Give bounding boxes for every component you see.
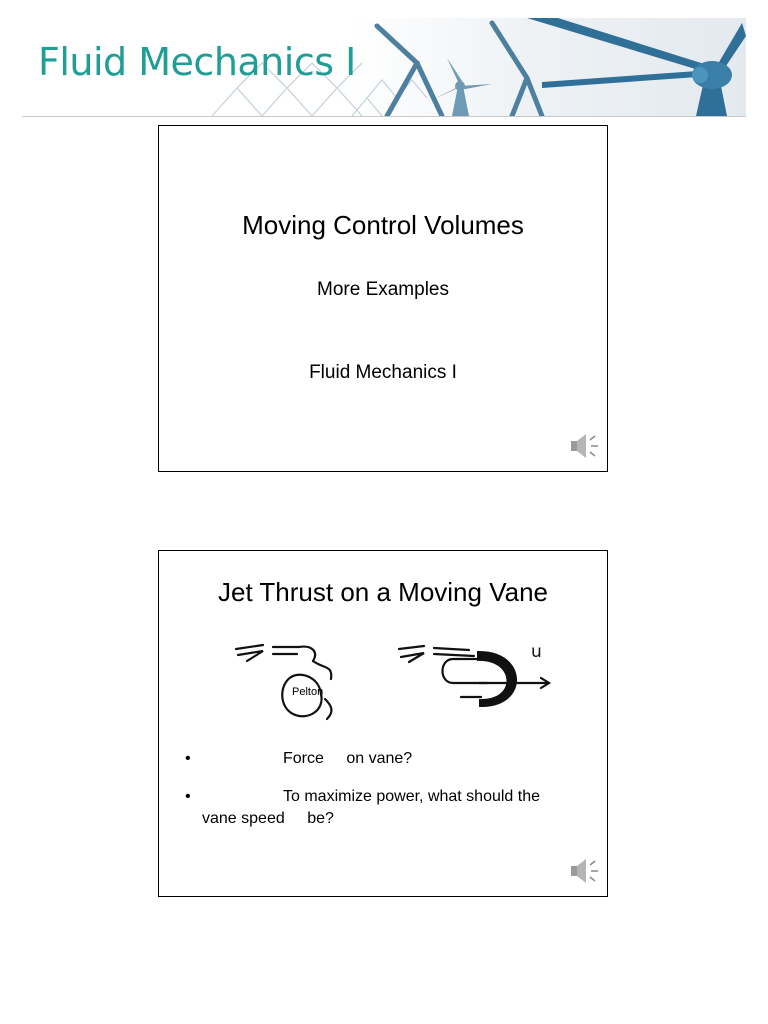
- header-divider: [22, 116, 746, 117]
- slide-subtitle: More Examples: [317, 279, 449, 300]
- pelton-label: Pelton: [292, 686, 324, 698]
- bullet-text: To maximize power, what should the: [283, 788, 541, 805]
- slide-1: [158, 125, 608, 472]
- slide-title: Jet Thrust on a Moving Vane: [217, 577, 548, 607]
- header-banner: [22, 18, 746, 116]
- bullet-text: be?: [307, 810, 334, 827]
- vane-sketch: [229, 639, 569, 729]
- speaker-icon[interactable]: [569, 856, 601, 886]
- vane-speed-label: u: [531, 642, 542, 662]
- bullet-text: vane speed: [202, 810, 285, 827]
- bullet-marker: •: [185, 788, 191, 805]
- slide-course-name: Fluid Mechanics I: [309, 362, 457, 383]
- bullet-text: Force: [283, 750, 324, 767]
- bullet-marker: •: [185, 750, 191, 767]
- slide-title: Moving Control Volumes: [242, 210, 524, 240]
- slide-2: [158, 550, 608, 897]
- bullet-text: on vane?: [346, 750, 413, 767]
- speaker-icon[interactable]: [569, 431, 601, 461]
- header-title: Fluid Mechanics I: [38, 40, 356, 84]
